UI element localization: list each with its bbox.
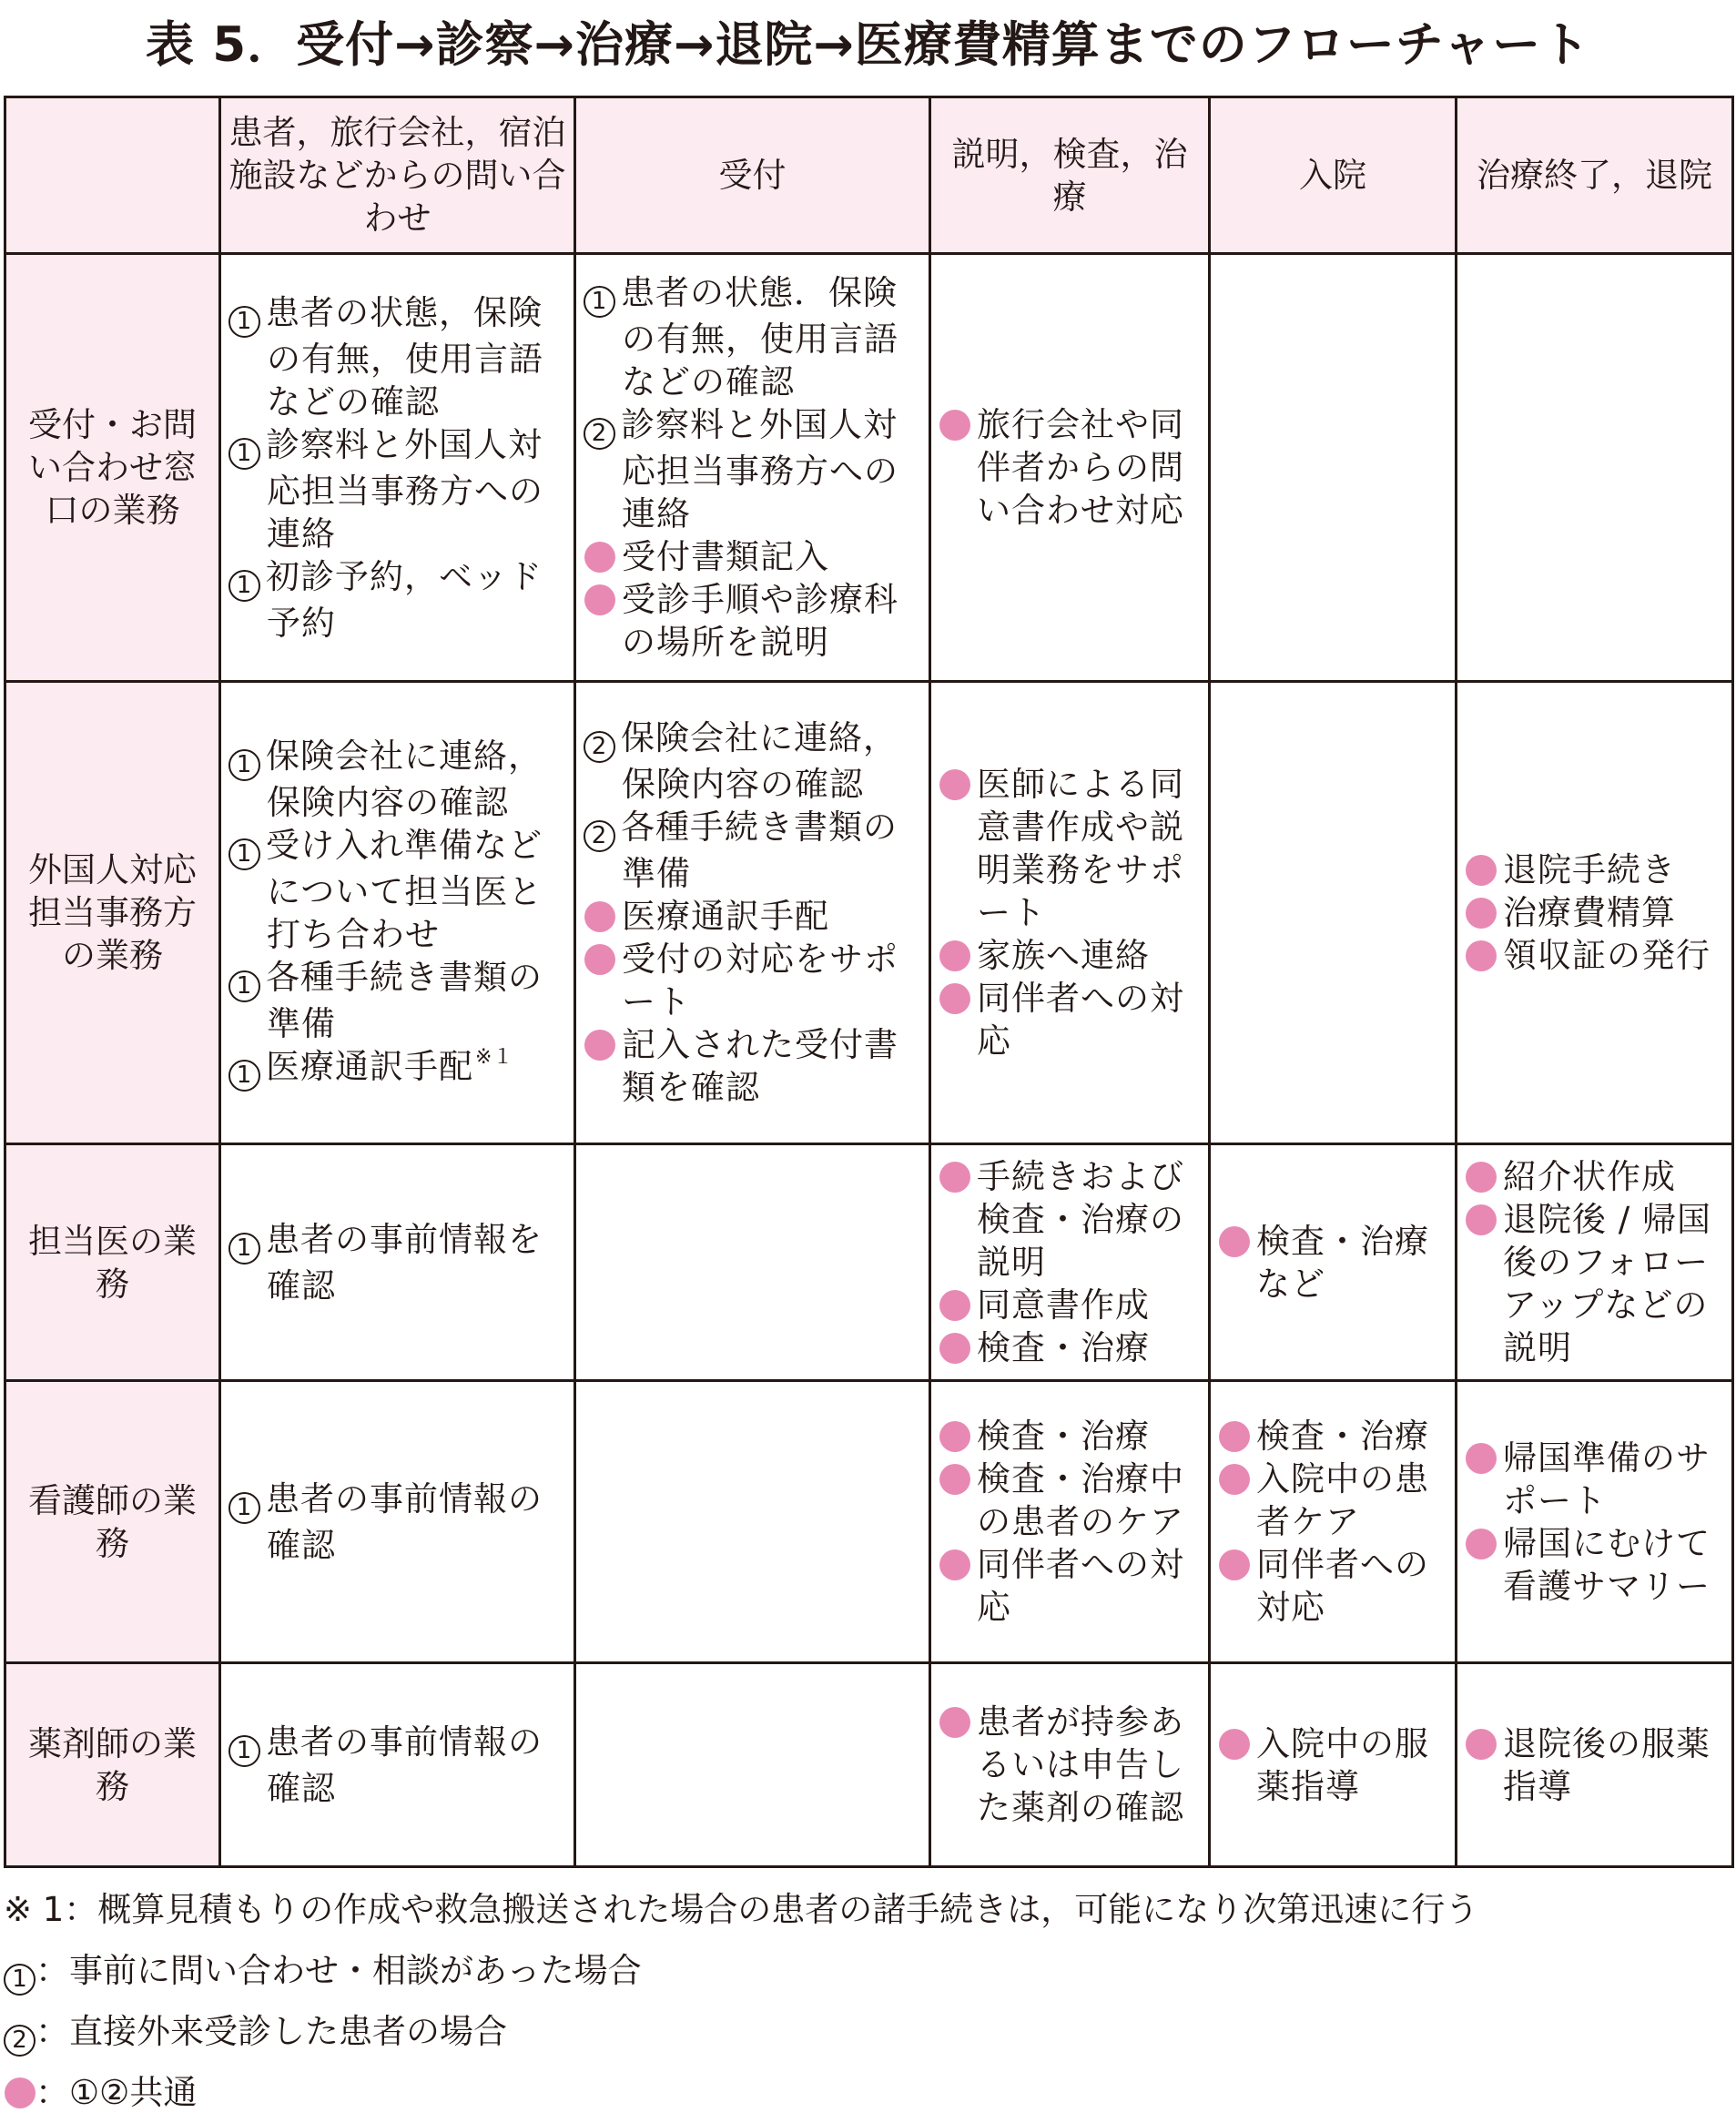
row-label: 薬剤師の業務 xyxy=(5,1663,220,1867)
table-cell xyxy=(220,1381,575,1663)
pink-circle-icon xyxy=(1466,855,1497,886)
item-text: 患者の事前情報の確認 xyxy=(266,1478,543,1565)
item-text: 退院後 / 帰国後のフォローアップなどの説明 xyxy=(1503,1200,1711,1367)
item-text: 検査・治療 xyxy=(977,1328,1150,1367)
pink-circle-icon xyxy=(1466,1729,1497,1760)
pink-circle-icon xyxy=(1466,898,1497,929)
pink-circle-icon xyxy=(1219,1226,1250,1257)
item-text: 受付の対応をサポート xyxy=(622,940,898,1021)
circled-two-icon: 2 xyxy=(584,820,615,852)
circled-one-icon: 1 xyxy=(228,838,260,870)
footnote xyxy=(4,2062,1733,2123)
circled-two-icon: 2 xyxy=(584,731,615,763)
pink-circle-icon xyxy=(1219,1549,1250,1580)
list-item xyxy=(939,1415,1201,1458)
item-text: 同伴者への対応 xyxy=(1256,1545,1429,1627)
pink-circle-icon xyxy=(1466,1204,1497,1235)
list-item xyxy=(228,1721,566,1810)
table-cell xyxy=(930,1663,1210,1867)
table-cell xyxy=(1210,254,1457,682)
list-item xyxy=(1465,848,1724,891)
item-text: 帰国準備のサポート xyxy=(1503,1437,1711,1520)
footnote xyxy=(4,1940,1733,2001)
footnote-reference: ※１ xyxy=(475,1045,514,1069)
pink-circle-icon xyxy=(1466,940,1497,971)
list-item xyxy=(584,895,921,938)
footnote xyxy=(4,1879,1733,1940)
pink-circle-icon xyxy=(939,1549,970,1580)
table-cell xyxy=(220,1663,575,1867)
item-text: 家族へ連絡 xyxy=(977,936,1150,975)
pink-circle-icon xyxy=(939,1464,970,1495)
list-item xyxy=(939,1458,1201,1543)
flowchart-table xyxy=(4,96,1734,1868)
table-cell xyxy=(930,254,1210,682)
item-text: 記入された受付書類を確認 xyxy=(622,1025,898,1107)
list-item xyxy=(1218,1220,1447,1305)
header-cell-inquiry: 患者，旅行会社，宿泊施設などからの問い合わせ xyxy=(220,97,575,254)
list-item xyxy=(228,1045,566,1092)
item-text: 受付書類記入 xyxy=(622,537,829,576)
circled-two-icon: 2 xyxy=(584,418,615,450)
item-text: 検査・治療など xyxy=(1256,1221,1429,1304)
footnote-text: ※ 1：概算見積もりの作成や救急搬送された場合の患者の諸手続きは，可能になり次第迅速に行う xyxy=(4,1890,1479,1929)
list-item xyxy=(939,763,1201,934)
table-title: 表 5．受付→診察→治療→退院→医療費精算までのフローチャート xyxy=(145,17,1591,73)
list-item xyxy=(228,555,566,645)
pink-circle-icon xyxy=(939,1333,970,1364)
row-nurse xyxy=(5,1381,1733,1663)
circled-one-icon: 1 xyxy=(228,438,260,470)
footnote-text: ：①②共通 xyxy=(36,2073,198,2112)
table-cell xyxy=(575,254,930,682)
list-item xyxy=(584,578,921,664)
list-item xyxy=(1465,1198,1724,1369)
list-item xyxy=(228,735,566,824)
pink-circle-icon xyxy=(939,410,970,441)
pink-circle-icon xyxy=(5,2077,36,2108)
item-text: 退院手続き xyxy=(1503,850,1676,889)
row-reception-desk xyxy=(5,254,1733,682)
item-text: 入院中の患者ケア xyxy=(1256,1459,1429,1541)
item-text: 診察料と外国人対応担当事務方への連絡 xyxy=(621,405,898,533)
item-text: 同伴者への対応 xyxy=(977,979,1184,1061)
header-cell-discharge: 治療終了，退院 xyxy=(1457,97,1733,254)
list-item xyxy=(939,1543,1201,1629)
list-item xyxy=(939,1284,1201,1326)
table-cell xyxy=(575,1663,930,1867)
item-text: 保険会社に連絡，保険内容の確認 xyxy=(621,718,898,804)
table-cell xyxy=(930,1144,1210,1381)
pink-circle-icon xyxy=(1466,1529,1497,1559)
list-item xyxy=(939,403,1201,532)
circled-two-icon: 2 xyxy=(4,2025,36,2057)
item-text: 紹介状作成 xyxy=(1503,1157,1676,1196)
table-cell xyxy=(575,1144,930,1381)
table-cell xyxy=(220,682,575,1144)
table-cell xyxy=(1210,682,1457,1144)
list-item xyxy=(939,934,1201,977)
list-item xyxy=(228,291,566,423)
item-text: 各種手続き書類の準備 xyxy=(621,808,898,893)
table-cell xyxy=(1210,1663,1457,1867)
circled-one-icon: 1 xyxy=(228,970,260,1002)
table-cell xyxy=(1457,1144,1733,1381)
table-cell xyxy=(1457,1663,1733,1867)
row-label: 看護師の業務 xyxy=(5,1381,220,1663)
item-text: 領収証の発行 xyxy=(1503,936,1711,975)
row-foreign-patient-office xyxy=(5,682,1733,1144)
header-row xyxy=(5,97,1733,254)
pink-circle-icon xyxy=(939,983,970,1014)
list-item xyxy=(584,271,921,403)
circled-one-icon: 1 xyxy=(228,306,260,338)
circled-one-icon: 1 xyxy=(228,749,260,781)
footnote-text: ：直接外来受診した患者の場合 xyxy=(36,2012,507,2051)
item-text: 診察料と外国人対応担当事務方への連絡 xyxy=(266,424,543,554)
item-text: 患者が持参あるいは申告した薬剤の確認 xyxy=(977,1702,1184,1827)
item-text: 検査・治療 xyxy=(1256,1417,1429,1456)
list-item xyxy=(228,423,566,555)
circled-one-icon: 1 xyxy=(4,1964,36,1996)
list-item xyxy=(584,1023,921,1109)
row-attending-physician xyxy=(5,1144,1733,1381)
list-item xyxy=(228,824,566,956)
item-text: 患者の状態，保険の有無，使用言語などの確認 xyxy=(266,292,543,422)
circled-one-icon: 1 xyxy=(228,1492,260,1524)
table-cell xyxy=(1210,1144,1457,1381)
list-item xyxy=(1465,891,1724,934)
circled-one-icon: 1 xyxy=(228,1060,260,1092)
pink-circle-icon xyxy=(1219,1464,1250,1495)
pink-circle-icon xyxy=(584,542,615,573)
table-cell xyxy=(575,682,930,1144)
list-item xyxy=(1218,1415,1447,1458)
item-text: 治療費精算 xyxy=(1503,893,1676,932)
list-item xyxy=(228,956,566,1045)
list-item xyxy=(584,403,921,535)
item-text: 受診手順や診療科の場所を説明 xyxy=(622,580,898,662)
item-text: 保険会社に連絡，保険内容の確認 xyxy=(266,736,543,822)
pink-circle-icon xyxy=(584,1030,615,1061)
footnote-text: ：事前に問い合わせ・相談があった場合 xyxy=(36,1951,642,1990)
list-item xyxy=(939,977,1201,1062)
pink-circle-icon xyxy=(939,940,970,971)
pink-circle-icon xyxy=(1466,1443,1497,1474)
pink-circle-icon xyxy=(939,1162,970,1193)
table-cell xyxy=(220,1144,575,1381)
circled-one-icon: 1 xyxy=(584,286,615,318)
item-text: 医療通訳手配 xyxy=(622,897,829,936)
pink-circle-icon xyxy=(939,1290,970,1321)
row-label: 担当医の業務 xyxy=(5,1144,220,1381)
list-item xyxy=(1218,1458,1447,1543)
table-cell xyxy=(930,1381,1210,1663)
list-item xyxy=(584,806,921,895)
list-item xyxy=(1218,1722,1447,1808)
header-cell-corner xyxy=(5,97,220,254)
item-text: 入院中の服薬指導 xyxy=(1256,1723,1429,1806)
pink-circle-icon xyxy=(584,584,615,615)
item-text: 検査・治療 xyxy=(977,1417,1150,1456)
item-text: 受け入れ準備などについて担当医と打ち合わせ xyxy=(266,825,543,954)
item-text: 患者の事前情報の確認 xyxy=(266,1722,543,1808)
pink-circle-icon xyxy=(584,901,615,932)
list-item xyxy=(584,535,921,578)
item-text: 各種手続き書類の準備 xyxy=(266,957,543,1043)
pink-circle-icon xyxy=(584,944,615,975)
item-text: 旅行会社や同伴者からの問い合わせ対応 xyxy=(977,405,1184,530)
circled-one-icon: 1 xyxy=(228,1233,260,1265)
list-item xyxy=(228,1218,566,1307)
item-text: 検査・治療中の患者のケア xyxy=(977,1459,1184,1541)
item-text: 同意書作成 xyxy=(977,1285,1150,1325)
circled-one-icon: 1 xyxy=(228,570,260,602)
list-item xyxy=(584,938,921,1023)
pink-circle-icon xyxy=(1466,1162,1497,1193)
header-cell-reception: 受付 xyxy=(575,97,930,254)
pink-circle-icon xyxy=(939,769,970,800)
row-pharmacist xyxy=(5,1663,1733,1867)
list-item xyxy=(1465,1155,1724,1198)
item-text: 医師による同意書作成や説明業務をサポート xyxy=(977,765,1184,932)
table-cell xyxy=(930,682,1210,1144)
table-cell xyxy=(1457,254,1733,682)
list-item xyxy=(939,1326,1201,1369)
item-text: 帰国にむけて看護サマリー xyxy=(1503,1523,1711,1606)
list-item xyxy=(584,716,921,806)
list-item xyxy=(939,1701,1201,1829)
item-text: 患者の事前情報を確認 xyxy=(266,1219,543,1305)
list-item xyxy=(228,1478,566,1567)
pink-circle-icon xyxy=(1219,1421,1250,1452)
pink-circle-icon xyxy=(1219,1729,1250,1760)
pink-circle-icon xyxy=(939,1421,970,1452)
table-cell xyxy=(575,1381,930,1663)
pink-circle-icon xyxy=(939,1707,970,1738)
footnotes xyxy=(4,1879,1733,2123)
list-item xyxy=(1218,1543,1447,1629)
item-text: 医療通訳手配 xyxy=(266,1046,473,1086)
list-item xyxy=(1465,1522,1724,1608)
list-item xyxy=(939,1155,1201,1284)
item-text: 手続きおよび検査・治療の説明 xyxy=(977,1157,1184,1282)
item-text: 初診予約，ベッド予約 xyxy=(266,556,543,643)
circled-one-icon: 1 xyxy=(228,1735,260,1767)
list-item xyxy=(1465,1437,1724,1522)
item-text: 退院後の服薬指導 xyxy=(1503,1723,1711,1806)
table-cell xyxy=(1457,1381,1733,1663)
list-item xyxy=(1465,934,1724,977)
row-label: 受付・お問い合わせ窓口の業務 xyxy=(5,254,220,682)
table-cell xyxy=(1210,1381,1457,1663)
table-cell xyxy=(1457,682,1733,1144)
header-cell-explanation: 説明，検査，治療 xyxy=(930,97,1210,254)
footnote xyxy=(4,2001,1733,2062)
list-item xyxy=(1465,1722,1724,1808)
item-text: 同伴者への対応 xyxy=(977,1545,1184,1627)
item-text: 患者の状態．保険の有無，使用言語などの確認 xyxy=(621,273,898,401)
header-cell-admission: 入院 xyxy=(1210,97,1457,254)
table-cell xyxy=(220,254,575,682)
row-label: 外国人対応担当事務方の業務 xyxy=(5,682,220,1144)
